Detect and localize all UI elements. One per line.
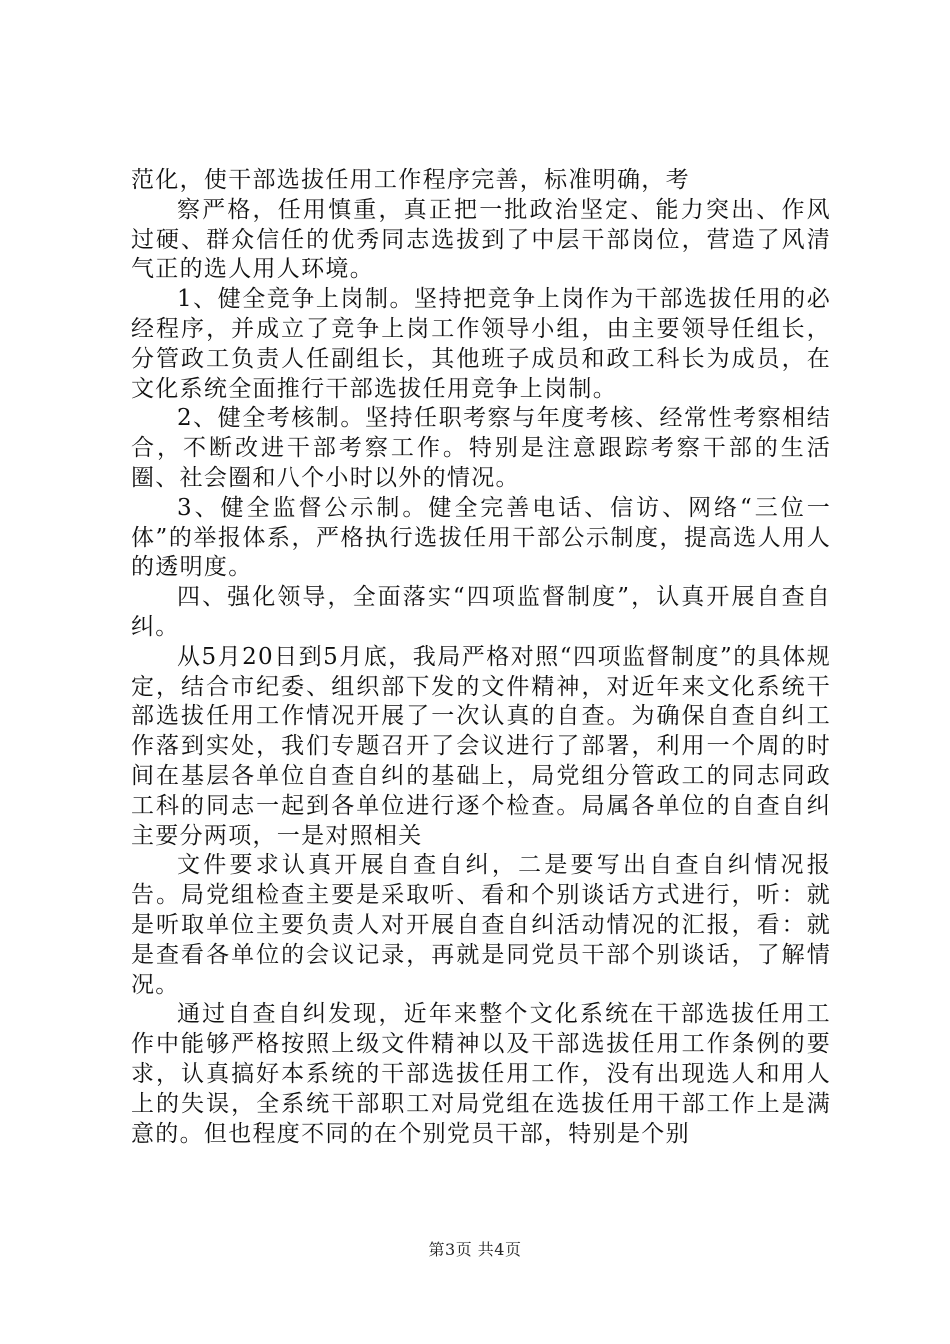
paragraph-7: 从5月20日到5月底，我局严格对照“四项监督制度”的具体规定，结合市纪委、组织部下发的文件精神，对近年来文化系统干部选拔任用工作情况开展了一次认真的自查。为确保自查自纠工作落到实处，我们专题召开了会议进行了部署，利用一个周的时间在基层各单位自查自纠的基础上，局党组分管政工的同志同政工科的同志一起到各单位进行逐个检查。局属各单位的自查自纠主要分两项，一是对照相关 <box>131 643 831 849</box>
paragraph-9: 通过自查自纠发现，近年来整个文化系统在干部选拔任用工作中能够严格按照上级文件精神以及干部选拔任用工作条例的要求，认真搞好本系统的干部选拔任用工作，没有出现选人和用人上的失误，全系统干部职工对局党组在选拔任用干部工作上是满意的。但也程度不同的在个别党员干部，特别是个别 <box>131 1001 831 1147</box>
paragraph-5: 3、健全监督公示制。健全完善电话、信访、网络“三位一体”的举报体系，严格执行选拔任用干部公示制度，提高选人用人的透明度。 <box>131 494 831 581</box>
document-body <box>131 166 831 1149</box>
paragraph-8: 文件要求认真开展自查自纠，二是要写出自查自纠情况报告。局党组检查主要是采取听、看和个别谈话方式进行，听：就是听取单位主要负责人对开展自查自纠活动情况的汇报，看：就是查看各单位的会议记录，再就是同党员干部个别谈话，了解情况。 <box>131 852 831 998</box>
paragraph-4: 2、健全考核制。坚持任职考察与年度考核、经常性考察相结合，不断改进干部考察工作。特别是注意跟踪考察干部的生活圈、社会圈和八个小时以外的情况。 <box>131 405 831 491</box>
page-footer: 第3页 共4页 <box>428 1240 522 1259</box>
paragraph-1: 范化，使干部选拔任用工作程序完善，标准明确，考 <box>131 167 690 193</box>
paragraph-3: 1、健全竞争上岗制。坚持把竞争上岗作为干部选拔任用的必经程序，并成立了竞争上岗工作领导小组，由主要领导任组长，分管政工负责人任副组长，其他班子成员和政工科长为成员，在文化系统全面推行干部选拔任用竞争上岗制。 <box>131 286 831 402</box>
section-heading-4: 四、强化领导，全面落实“四项监督制度”，认真开展自查自纠。 <box>131 584 831 640</box>
paragraph-2: 察严格，任用慎重，真正把一批政治坚定、能力突出、作风过硬、群众信任的优秀同志选拔到了中层干部岗位，营造了风清气正的选人用人环境。 <box>131 196 831 283</box>
